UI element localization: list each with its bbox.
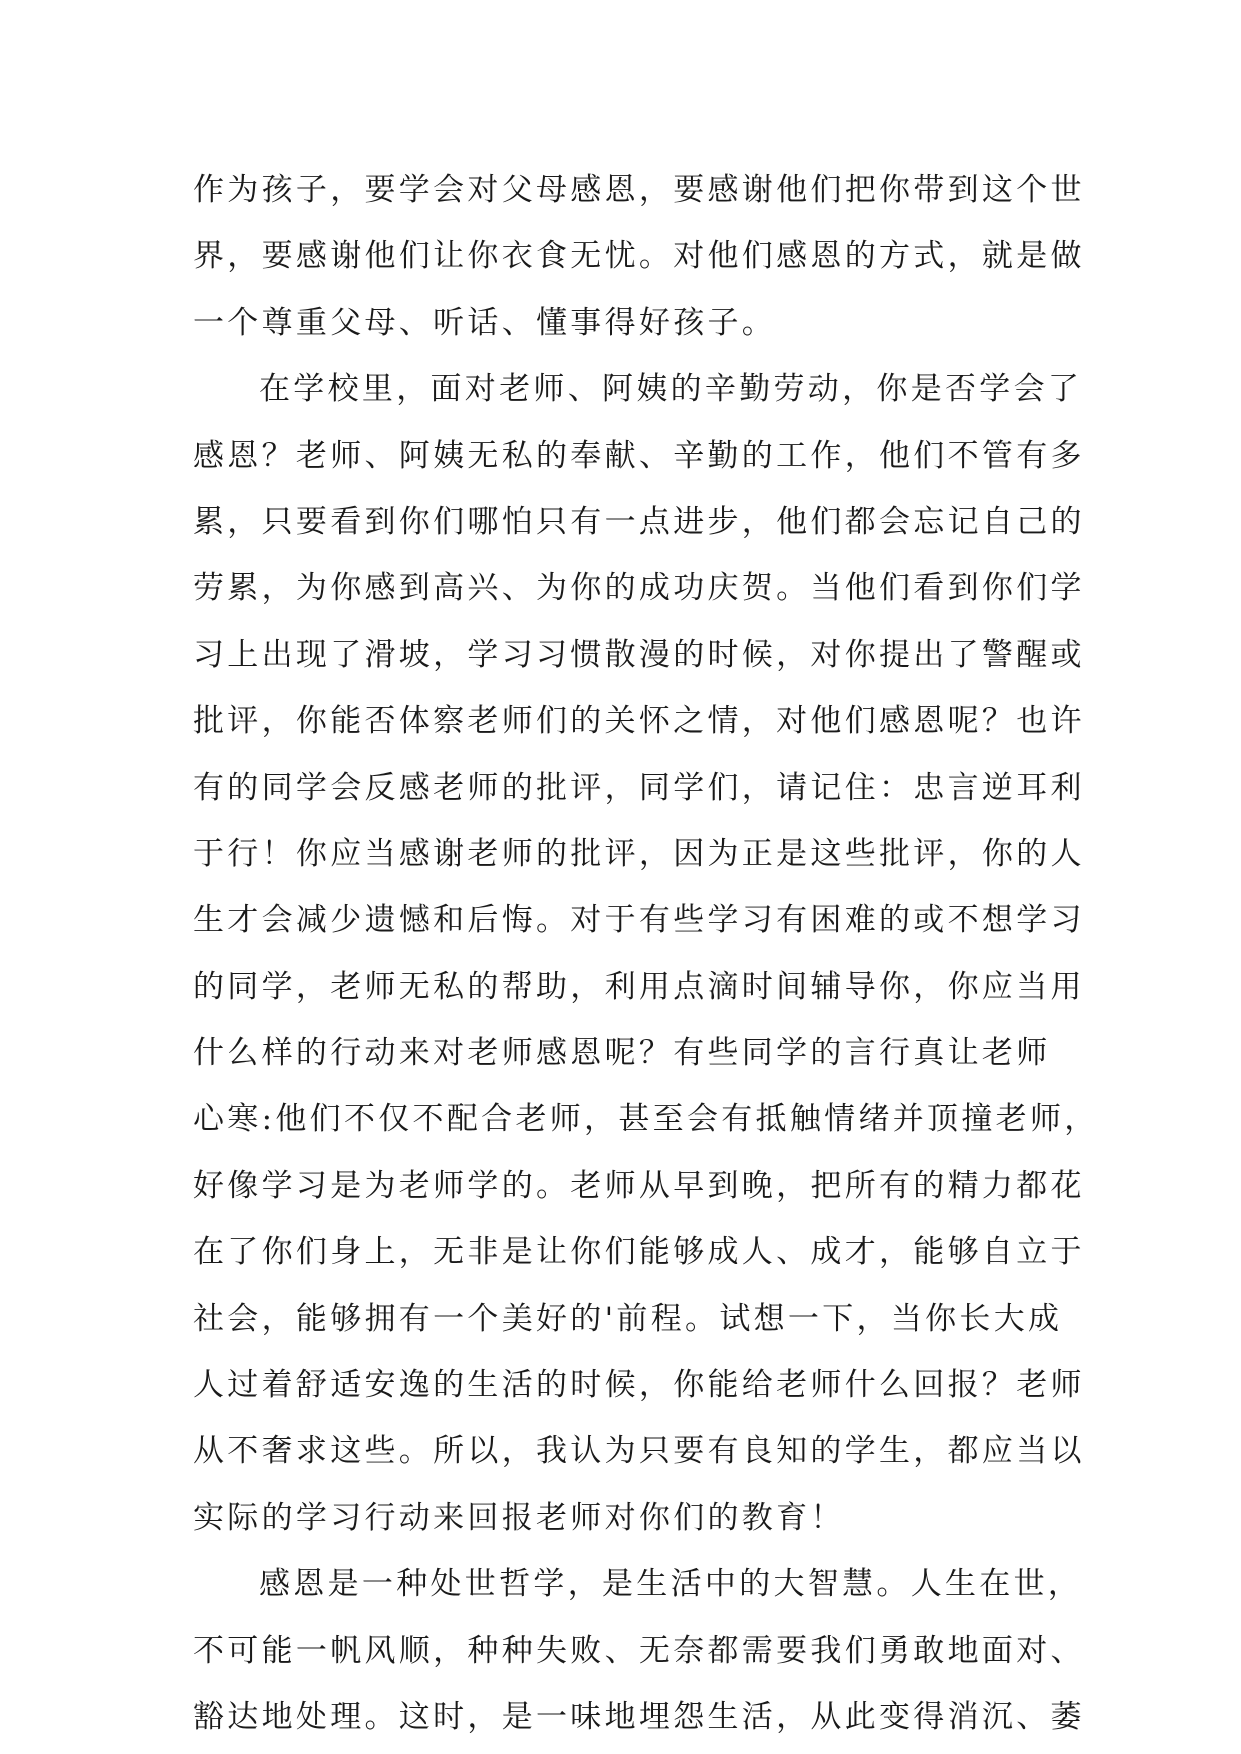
text-line: 什么样的行动来对老师感恩呢？有些同学的言行真让老师	[193, 1035, 1051, 1072]
text-line: 不可能一帆风顺，种种失败、无奈都需要我们勇敢地面对、	[193, 1632, 1085, 1669]
text-line: 一个尊重父母、听话、懂事得好孩子。	[193, 304, 777, 341]
document-page	[193, 157, 1099, 1750]
text-line: 社会，能够拥有一个美好的'前程。试想一下，当你长大成	[193, 1300, 1063, 1337]
text-line: 在了你们身上，无非是让你们能够成人、成才，能够自立于	[193, 1234, 1085, 1271]
text-line: 有的同学会反感老师的批评，同学们，请记住：忠言逆耳利	[193, 769, 1085, 806]
text-line: 于行！你应当感谢老师的批评，因为正是这些批评，你的人	[193, 835, 1085, 872]
text-line: 生才会减少遗憾和后悔。对于有些学习有困难的或不想学习	[193, 902, 1085, 939]
text-line: 实际的学习行动来回报老师对你们的教育！	[193, 1499, 845, 1536]
text-line: 习上出现了滑坡，学习习惯散漫的时候，对你提出了警醒或	[193, 636, 1085, 673]
text-line: 作为孩子，要学会对父母感恩，要感谢他们把你带到这个世	[193, 172, 1085, 208]
paragraph-start-line: 感恩是一种处世哲学，是生活中的大智慧。人生在世，	[259, 1566, 1083, 1603]
text-line: 人过着舒适安逸的生活的时候，你能给老师什么回报？老师	[193, 1367, 1085, 1404]
paragraph-start-line: 在学校里，面对老师、阿姨的辛勤劳动，你是否学会了	[259, 371, 1083, 408]
text-line: 批评，你能否体察老师们的关怀之情，对他们感恩呢？也许	[193, 703, 1085, 740]
text-line: 心寒:他们不仅不配合老师，甚至会有抵触情绪并顶撞老师，	[193, 1101, 1099, 1138]
text-line: 劳累，为你感到高兴、为你的成功庆贺。当他们看到你们学	[193, 570, 1085, 607]
text-line: 从不奢求这些。所以，我认为只要有良知的学生，都应当以	[193, 1433, 1085, 1470]
text-line: 界，要感谢他们让你衣食无忧。对他们感恩的方式，就是做	[193, 238, 1085, 275]
text-line: 好像学习是为老师学的。老师从早到晚，把所有的精力都花	[193, 1167, 1085, 1204]
text-line: 感恩？老师、阿姨无私的奉献、辛勤的工作，他们不管有多	[193, 437, 1085, 474]
text-line: 累，只要看到你们哪怕只有一点进步，他们都会忘记自己的	[193, 503, 1085, 540]
text-line: 豁达地处理。这时，是一味地埋怨生活，从此变得消沉、萎	[193, 1698, 1085, 1735]
text-line: 的同学，老师无私的帮助，利用点滴时间辅导你，你应当用	[193, 968, 1085, 1005]
